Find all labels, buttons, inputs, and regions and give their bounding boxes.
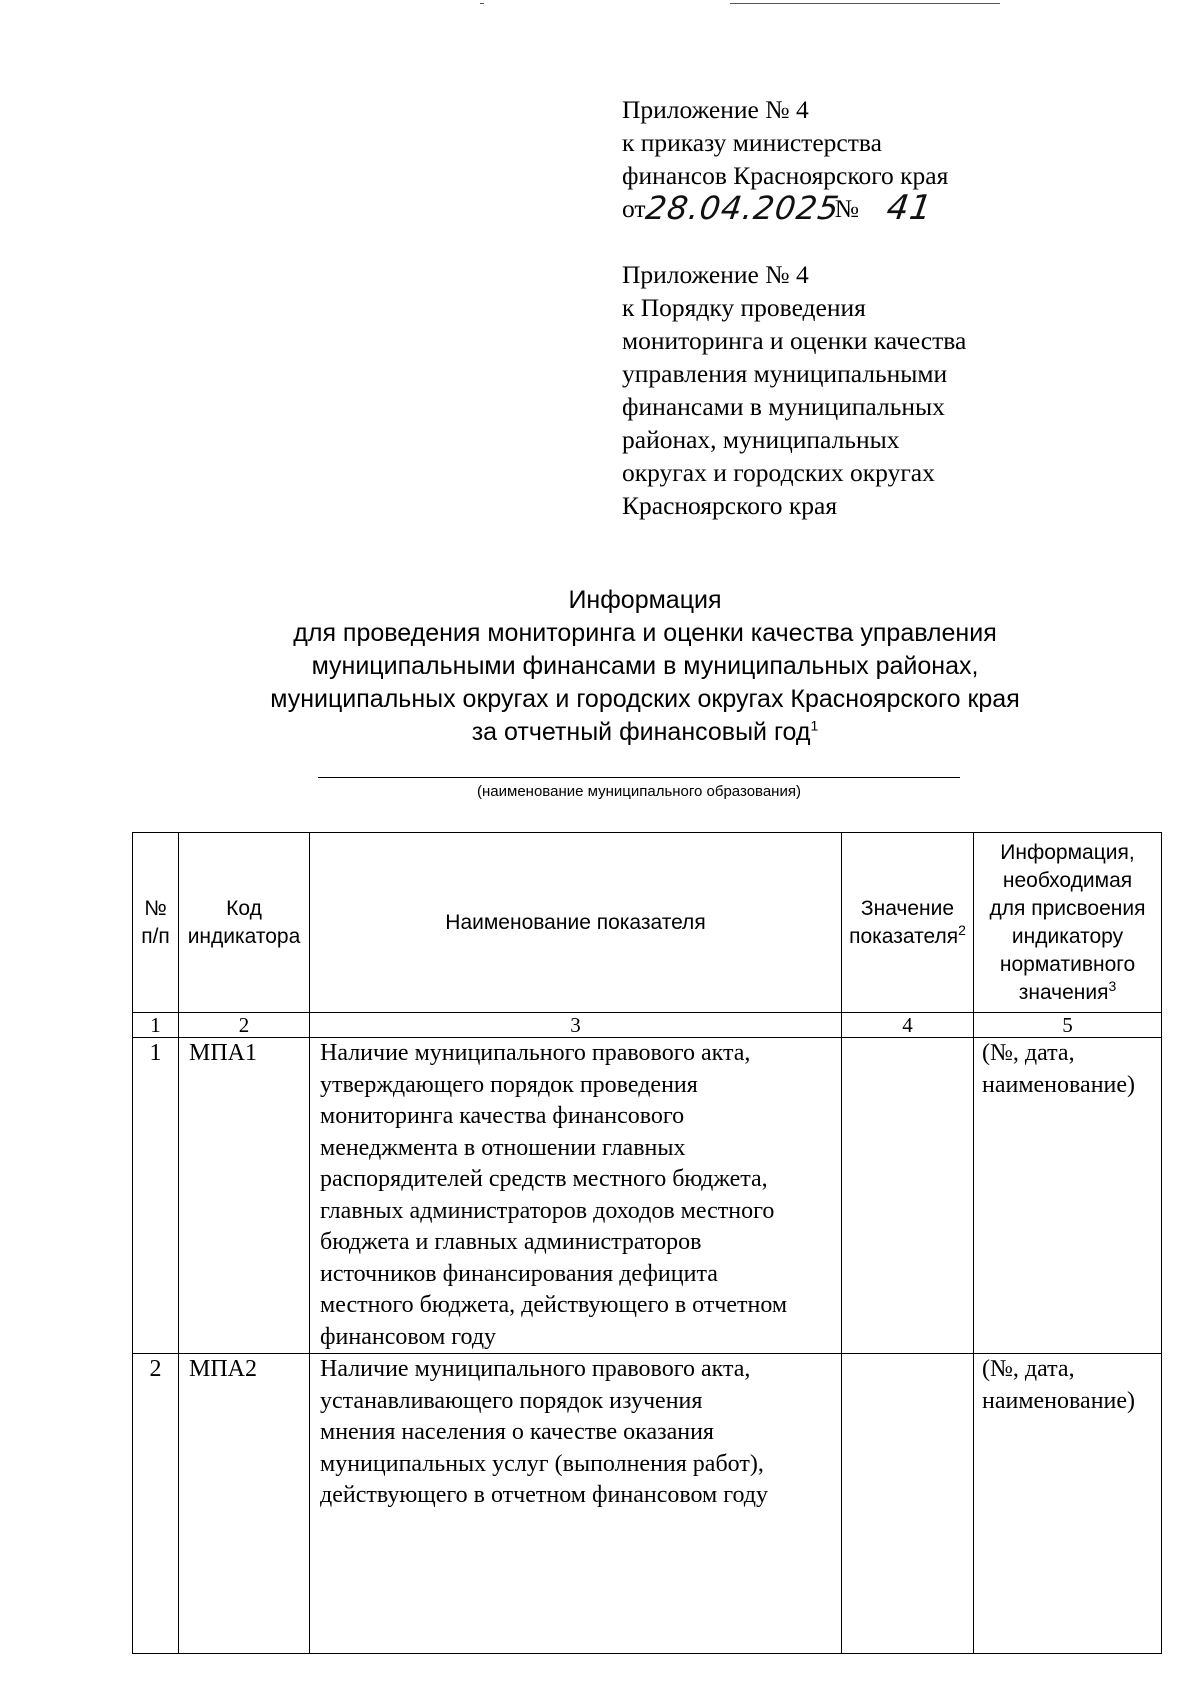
appendix-order-block — [622, 93, 1122, 228]
header-value-line2 — [842, 923, 973, 951]
appendix-procedure-line: к Порядку проведения — [622, 293, 866, 322]
header-name: Наименование показателя — [310, 833, 842, 1013]
appendix-procedure-line: мониторинга и оценки качества — [622, 326, 967, 355]
indicator-info-line2: наименование) — [982, 1387, 1136, 1414]
appendix-order-date-line — [622, 188, 1122, 228]
column-number: 3 — [310, 1013, 842, 1038]
indicator-info-line2: наименование) — [982, 1071, 1136, 1098]
indicator-name-line: Наличие муниципального правового акта, — [320, 1040, 751, 1066]
indicator-name-line: действующего в отчетном финансовом году — [320, 1482, 769, 1508]
table-row — [133, 1354, 1162, 1654]
indicator-name-line: устанавливающего порядок изучения — [320, 1387, 703, 1414]
column-number: 1 — [133, 1013, 179, 1038]
header-num-line2: п/п — [141, 924, 170, 948]
document-title — [0, 584, 1200, 749]
footnote-mark-1: 1 — [810, 717, 819, 734]
indicator-name-line: муниципальных услуг (выполнения работ), — [320, 1450, 764, 1477]
indicator-name-line: бюджета и главных администраторов — [320, 1229, 702, 1255]
indicators-table — [132, 832, 1162, 1654]
header-info-line6-text: значения — [1018, 980, 1109, 1004]
indicator-name-line: мнения населения о качестве оказания — [320, 1419, 714, 1445]
header-info-line3: для присвоения — [989, 896, 1146, 920]
indicator-name — [310, 1354, 842, 1654]
header-value — [842, 833, 974, 1013]
table-header-row — [133, 833, 1162, 1013]
appendix-procedure-line: Приложение № 4 — [622, 260, 809, 289]
appendix-order-line1: Приложение № 4 — [622, 95, 809, 124]
header-code-line2: индикатора — [187, 924, 301, 948]
column-number: 5 — [974, 1013, 1162, 1038]
header-code-line1: Код — [226, 896, 262, 920]
appendix-procedure-line: округах и городских округах — [622, 458, 935, 487]
indicator-name-line: финансовом году — [320, 1323, 497, 1350]
header-info-line1: Информация, — [1000, 840, 1135, 864]
appendix-procedure-block — [622, 258, 1122, 522]
header-info-line5: нормативного — [999, 952, 1136, 976]
indicator-name-line: мониторинга качества финансового — [320, 1103, 685, 1129]
appendix-procedure-line: Красноярского края — [622, 491, 838, 520]
appendix-procedure-line: управления муниципальными — [622, 359, 948, 388]
handwritten-number: 41 — [884, 188, 936, 228]
column-number: 4 — [842, 1013, 974, 1038]
municipality-caption: (наименование муниципального образования) — [477, 783, 801, 800]
title-line1: для проведения мониторинга и оценки качества управления — [293, 619, 997, 647]
title-line2: муниципальными финансами в муниципальных районах, — [311, 652, 979, 680]
indicator-name-line: Наличие муниципального правового акта, — [320, 1356, 751, 1382]
title-line3: муниципальных округах и городских округах Красноярского края — [270, 685, 1020, 713]
title-heading: Информация — [568, 586, 722, 614]
top-rule-right — [730, 3, 1000, 4]
indicator-name-line: распорядителей средств местного бюджета, — [320, 1166, 768, 1192]
footnote-mark-3: 3 — [1108, 977, 1117, 994]
header-num — [133, 833, 179, 1013]
top-rule-left — [480, 3, 484, 4]
column-number-row — [133, 1013, 1162, 1038]
indicator-name-line: утверждающего порядок проведения — [320, 1071, 698, 1098]
row-number: 1 — [133, 1038, 179, 1354]
table-row — [133, 1038, 1162, 1354]
header-info-line2: необходимая — [1002, 868, 1133, 892]
header-value-line1: Значение — [860, 896, 955, 920]
indicator-info-cell[interactable] — [974, 1354, 1162, 1654]
indicator-name-line: главных администраторов доходов местного — [320, 1197, 775, 1224]
header-num-line1: № — [144, 896, 167, 920]
indicator-value-cell[interactable] — [842, 1038, 974, 1354]
indicator-name-line: менеджмента в отношении главных — [320, 1134, 686, 1161]
indicator-name-line: местного бюджета, действующего в отчетном — [320, 1292, 788, 1318]
header-value-line2-text: показателя — [849, 924, 959, 948]
indicator-value-cell[interactable] — [842, 1354, 974, 1654]
indicator-info-line1: (№, дата, — [982, 1356, 1075, 1382]
title-line4 — [0, 716, 1200, 749]
title-line4-text: за отчетный финансовый год — [471, 718, 811, 746]
header-info — [974, 833, 1162, 1013]
appendix-order-line2: к приказу министерства — [622, 128, 882, 157]
appendix-order-line3: финансов Красноярского края — [622, 161, 949, 190]
number-prefix: № — [834, 194, 860, 223]
indicator-name-line: источников финансирования дефицита — [320, 1260, 718, 1287]
header-info-line6 — [974, 979, 1161, 1007]
indicator-name — [310, 1038, 842, 1354]
indicator-info-cell[interactable] — [974, 1038, 1162, 1354]
indicator-info-line1: (№, дата, — [982, 1040, 1075, 1066]
header-code — [179, 833, 310, 1013]
handwritten-date: 28.04.2025 — [642, 189, 842, 227]
appendix-procedure-line: районах, муниципальных — [622, 425, 900, 454]
appendix-procedure-line: финансами в муниципальных — [622, 392, 945, 421]
header-info-line4: индикатору — [1011, 924, 1124, 948]
indicator-code: МПА1 — [179, 1038, 310, 1354]
column-number: 2 — [179, 1013, 310, 1038]
row-number: 2 — [133, 1354, 179, 1654]
indicator-code: МПА2 — [179, 1354, 310, 1654]
date-prefix: от — [622, 194, 646, 223]
footnote-mark-2: 2 — [958, 921, 966, 938]
municipality-name-field[interactable] — [318, 777, 960, 778]
